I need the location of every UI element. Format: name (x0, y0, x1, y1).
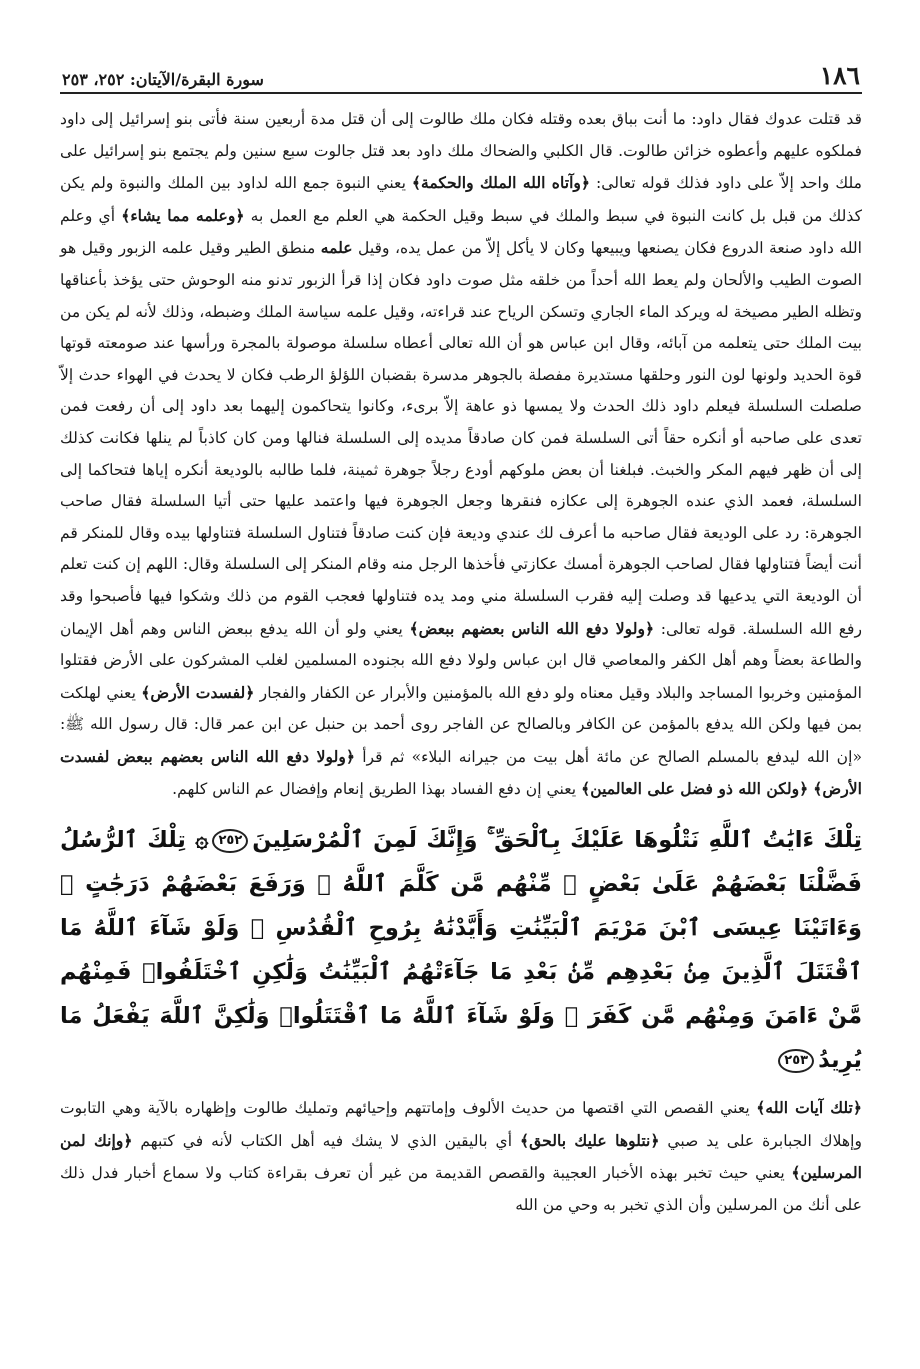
text-run: يعني النبوة جمع الله لداود بين الملك والنبوة ولم يكن كذلك من قبل بل كانت النبوة في سبط والملك في سبط وقيل الحكمة هي العلم مع العمل به (60, 174, 863, 225)
text-run: منطق الطير وقيل علمه الزبور وقيل هو الصوت الطيب والألحان ولم يعط الله أحداً من خلقه مثل صوت داود فكان إذا قرأ الزبور تدنو منه الوحوش حتى يؤخذ بأعناقها وتظله الطير مصيخة له ويركد الماء الجاري وتسكن الرياح عند قراءته، وقيل علمه سياسة الملك وضبطه، وذلك لأنه لم يكن من بيت الملك حتى يتعلمه من آبائه، وقال ابن عباس هو أن الله تعالى أعطاه سلسلة موصولة بالمجرة ورأسها عند صومعته قوتها قوة الحديد ولونها لون النور وحلقها مستديرة مفصلة بالجوهر مدسرة بقضبان اللؤلؤ الرطب فكان لا يحدث في الهواء حدث إلاّ صلصلت السلسلة فيعلم داود ذلك الحدث ولا يمسها ذو عاهة إلاّ برىء، وكانوا يتحاكمون إليهما بعد داود إلى أن رفعت فمن تعدى على صاحبه أو أنكره حقاً أتى السلسلة فمن كان صادقاً مديده إلى السلسلة فنالها ومن كان كاذباً لم ينلها فكانت كذلك إلى أن ظهر فيهم المكر والخبث. فبلغنا أن بعض ملوكهم أودع رجلاً جوهرة ثمينة، فلما طالبه بالوديعة أنكره إياها فتحاكما إلى السلسلة، فعمد الذي عنده الجوهرة إلى عكازه فنقرها وجعل الجوهرة فيها واعتمد عليها حتى أتيا السلسلة فقال صاحب الجوهرة: رد على الوديعة فقال صاحبه ما أعرف لك عندي وديعة فإن كنت صادقاً فتناول السلسلة فتناولها بيده وقال للمنكر قم أنت أيضاً فتناولها فقال لصاحب الجوهرة أمسك عكازتي فأخذها الرجل منه وقام المنكر إلى السلسلة وقال: اللهم إن كنت تعلم أن الوديعة التي يدعيها قد وصلت إليه فقرب السلسلة مني ومد يده فتناولها فعجب القوم من ذلك وشكوا فيها فأصبحوا وقد رفع الله السلسلة. قوله تعالى: (60, 239, 863, 638)
text-run: يعني القصص التي اقتصها من حديث الألوف وإماتتهم وإحيائهم وتمليك طالوت وإظهاره بالآية وهي التابوت وإهلاك الجبابرة على يد صبي (60, 1099, 862, 1150)
bold-word: علمه (320, 238, 353, 258)
quranic-quote: ﴿وعلمه مما يشاء﴾ (121, 205, 245, 225)
verse-252: تِلْكَ ءَايَٰتُ ٱللَّهِ نَتْلُوهَا عَلَيْكَ بِٱلْحَقِّ ۚ وَإِنَّكَ لَمِنَ ٱلْمُرْسَلِينَ (252, 827, 862, 854)
running-title: سورة البقرة/الآيتان: ٢٥٢، ٢٥٣ (62, 70, 264, 89)
verse-separator: ۞ (195, 827, 209, 854)
verse-number-marker: ٢٥٢ (212, 829, 248, 853)
text-run: يعني لهلكت بمن فيها ولكن الله يدفع بالمؤمن عن الكافر وبالصالح عن الفاجر روى أحمد بن حنبل عن ابن عمر قال: قال رسول الله ﷺ: «إن الله ليدفع بالمسلم الصالح عن مائة أهل بيت من جيرانه البلاء» ثم قرأ (60, 683, 862, 766)
quran-verses (60, 818, 862, 1082)
text-run: قد قتلت عدوك فقال داود: ما أنت بباق بعده وقتله فكان ملك طالوت إلى أن قتل مدة أربعين سنة فأتى بنو إسرائيل إلى داود فملكوه عليهم وأعطوه خزائن طالوت. قال الكلبي والضحاك ملك داود بعد قتل جالوت سبع سنين ولم يجتمع بنو إسرائيل على ملك واحد إلاّ على داود فذلك قوله تعالى: (60, 110, 862, 193)
quranic-quote: ﴿وإنك لمن المرسلين﴾ (60, 1130, 862, 1183)
book-page (60, 58, 862, 1348)
text-run: أي وعلم الله داود صنعة الدروع فكان يصنعها ويبيعها وكان لا يأكل إلاّ من عمل يده، وقيل (60, 206, 862, 258)
commentary-paragraph (60, 1092, 862, 1221)
quranic-quote: ﴿نتلوها عليك بالحق﴾ (519, 1130, 660, 1150)
page-header (60, 58, 862, 94)
quranic-quote: ﴿ولكن الله ذو فضل على العالمين﴾ (581, 779, 809, 799)
text-run: يعني إن دفع الفساد بهذا الطريق إنعام وإفضال عم الناس كلهم. (172, 780, 582, 799)
main-paragraph (60, 104, 862, 806)
quranic-quote: ﴿وآتاه الله الملك والحكمة﴾ (411, 173, 591, 193)
verse-253: تِلْكَ ٱلرُّسُلُ فَضَّلْنَا بَعْضَهُمْ عَلَىٰ بَعْضٍ ۘ مِّنْهُم مَّن كَلَّمَ ٱللَّهُ ۖ وَرَفَعَ بَعْضَهُمْ دَرَجَٰتٍ ۚ وَءَاتَيْنَا عِيسَى ٱبْنَ مَرْيَمَ ٱلْبَيِّنَٰتِ وَأَيَّدْنَٰهُ بِرُوحِ ٱلْقُدُسِ ۗ وَلَوْ شَآءَ ٱللَّهُ مَا ٱقْتَتَلَ ٱلَّذِينَ مِنۢ بَعْدِهِم مِّنۢ بَعْدِ مَا جَآءَتْهُمُ ٱلْبَيِّنَٰتُ وَلَٰكِنِ ٱخْتَلَفُوا۟ فَمِنْهُم مَّنْ ءَامَنَ وَمِنْهُم مَّن كَفَرَ ۚ وَلَوْ شَآءَ ٱللَّهُ مَا ٱقْتَتَلُوا۟ وَلَٰكِنَّ ٱللَّهَ يَفْعَلُ مَا يُرِيدُ (60, 827, 862, 1074)
quranic-quote: ﴿ولولا دفع الله الناس بعضهم ببعض﴾ (409, 618, 655, 638)
quranic-quote: ﴿لفسدت الأرض﴾ (141, 682, 255, 702)
quranic-quote: ﴿تلك آيات الله﴾ (756, 1098, 862, 1118)
quranic-quote: ﴿ولولا دفع الله الناس بعضهم ببعض لفسدت الأرض﴾ (60, 746, 862, 799)
verse-number-marker: ٢٥٣ (778, 1049, 814, 1073)
text-run: يعني حيث تخبر بهذه الأخبار العجيبة والقصص القديمة من غير أن تعرف بقراءة كتاب ولا سماع أخبار فدل ذلك على أنك من المرسلين وأن الذي تخبر به وحي من الله (60, 1164, 862, 1214)
text-run: أي باليقين الذي لا يشك فيه أهل الكتاب لأنه في كتبهم (132, 1131, 520, 1150)
page-number: ١٨٦ (819, 61, 860, 90)
text-run: يعني ولو أن الله يدفع ببعض الناس وهم أهل الإيمان والطاعة بعضاً وهم أهل الكفر والمعاصي قال ابن عباس ولولا دفع الله بجنوده المسلمين لغلب المشركون على الأرض فقتلوا المؤمنين وخربوا المساجد والبلاد وقيل معناه ولو دفع الله بالمؤمنين والأبرار عن الكفار والفجار (60, 619, 863, 702)
